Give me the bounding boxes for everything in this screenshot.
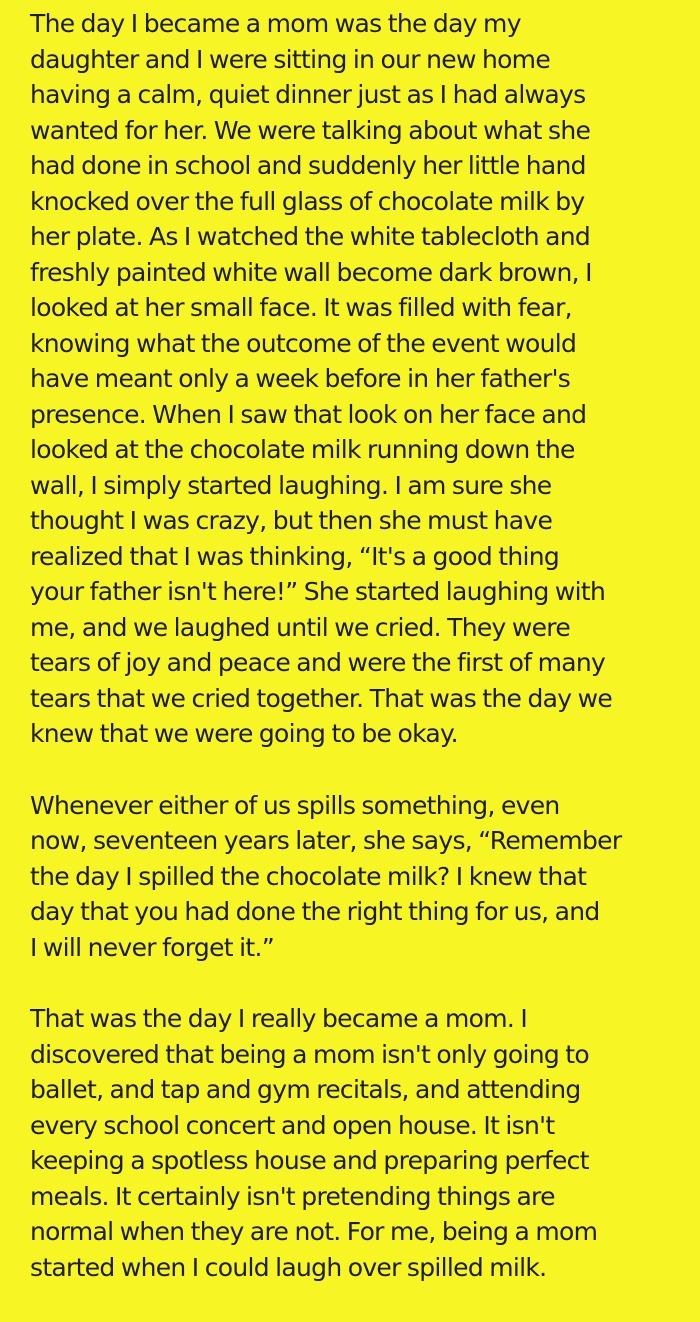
text-line: meals. It certainly isn't pretending things are xyxy=(30,1181,555,1211)
text-line: realized that I was thinking, “It's a good thing xyxy=(30,541,560,571)
text-line: tears of joy and peace and were the first of many xyxy=(30,648,606,677)
text-line: wall, I simply started laughing. I am sure she xyxy=(30,470,552,500)
text-line: daughter and I were sitting in our new home xyxy=(30,44,551,74)
text-line: the day I spilled the chocolate milk? I knew that xyxy=(30,861,587,891)
text-line: Whenever either of us spills something, even xyxy=(30,790,560,820)
text-line: her plate. As I watched the white tablecloth and xyxy=(30,222,591,251)
paragraph-1 xyxy=(30,6,678,752)
text-line: freshly painted white wall become dark brown, I xyxy=(30,257,592,287)
text-line: knocked over the full glass of chocolate milk by xyxy=(30,186,585,216)
text-line: tears that we cried together. That was the day we xyxy=(30,683,613,713)
text-line: looked at the chocolate milk running down the xyxy=(30,435,575,464)
text-line: now, seventeen years later, she says, “Remember xyxy=(30,826,622,855)
text-line: presence. When I saw that look on her face and xyxy=(30,399,587,429)
text-line: thought I was crazy, but then she must have xyxy=(30,506,553,535)
text-line: had done in school and suddenly her little hand xyxy=(30,151,586,180)
text-line: knew that we were going to be okay. xyxy=(30,719,458,748)
text-line: having a calm, quiet dinner just as I had always xyxy=(30,80,586,109)
text-line: That was the day I really became a mom. I xyxy=(30,1004,528,1033)
text-line: looked at her small face. It was filled with fear, xyxy=(30,293,572,322)
paragraph-3 xyxy=(30,1001,678,1285)
text-line: ballet, and tap and gym recitals, and attending xyxy=(30,1075,581,1104)
text-line: discovered that being a mom isn't only going to xyxy=(30,1039,590,1069)
text-line: started when I could laugh over spilled milk. xyxy=(30,1252,547,1282)
text-line: normal when they are not. For me, being a mom xyxy=(30,1217,598,1246)
text-line: wanted for her. We were talking about what she xyxy=(30,115,591,145)
text-line: every school concert and open house. It isn't xyxy=(30,1110,555,1140)
text-line: knowing what the outcome of the event would xyxy=(30,328,577,358)
paragraph-2 xyxy=(30,788,678,966)
text-line: I will never forget it.” xyxy=(30,932,274,962)
text-line: keeping a spotless house and preparing perfect xyxy=(30,1146,589,1175)
text-line: day that you had done the right thing for us, and xyxy=(30,897,600,926)
text-line: your father isn't here!” She started laughing with xyxy=(30,577,606,606)
text-line: me, and we laughed until we cried. They were xyxy=(30,612,570,642)
text-line: The day I became a mom was the day my xyxy=(30,9,521,38)
text-line: have meant only a week before in her father's xyxy=(30,364,571,393)
